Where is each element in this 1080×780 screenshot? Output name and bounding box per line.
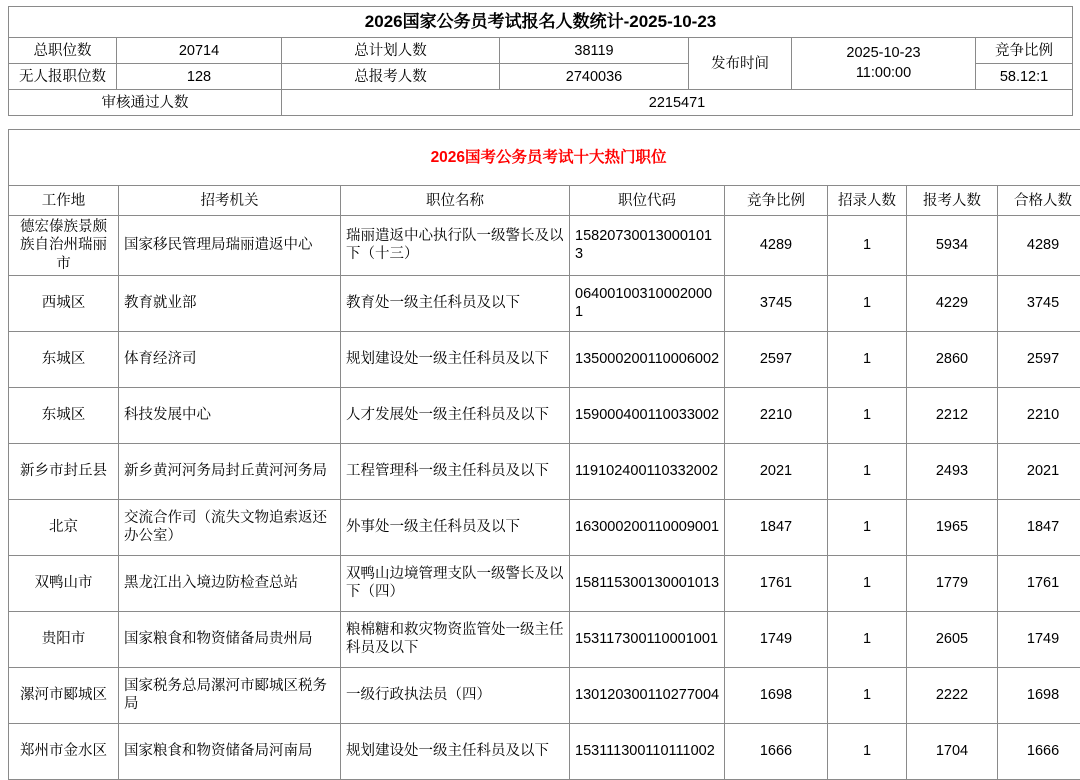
empty-positions-label: 无人报职位数 <box>9 64 117 90</box>
cell-applied: 1779 <box>907 555 998 611</box>
cell-ratio: 1749 <box>725 611 828 667</box>
table-row <box>9 331 1080 387</box>
table-row <box>9 275 1080 331</box>
cell-location: 郑州市金水区 <box>9 723 119 779</box>
cell-code: 135000200110006002 <box>570 331 725 387</box>
column-header-location: 工作地 <box>9 186 119 216</box>
cell-position: 双鸭山边境管理支队一级警长及以下（四） <box>341 555 570 611</box>
cell-agency: 体育经济司 <box>119 331 341 387</box>
cell-location: 漯河市郾城区 <box>9 667 119 723</box>
column-header-code: 职位代码 <box>570 186 725 216</box>
cell-code: 158115300130001013 <box>570 555 725 611</box>
cell-agency: 国家粮食和物资储备局贵州局 <box>119 611 341 667</box>
publish-clock: 11:00:00 <box>796 64 971 84</box>
cell-applied: 1704 <box>907 723 998 779</box>
cell-code: 153117300110001001 <box>570 611 725 667</box>
hot-positions-table <box>8 129 1080 779</box>
table-row <box>9 443 1080 499</box>
table-row <box>9 216 1080 275</box>
cell-applied: 5934 <box>907 216 998 275</box>
competition-ratio-label: 竞争比例 <box>976 38 1073 64</box>
cell-plan: 1 <box>828 611 907 667</box>
total-positions-label: 总职位数 <box>9 38 117 64</box>
cell-code: 159000400110033002 <box>570 387 725 443</box>
cell-location: 双鸭山市 <box>9 555 119 611</box>
cell-ratio: 4289 <box>725 216 828 275</box>
cell-location: 新乡市封丘县 <box>9 443 119 499</box>
table-row <box>9 723 1080 779</box>
cell-qualified: 1749 <box>998 611 1080 667</box>
cell-code: 064001003100020001 <box>570 275 725 331</box>
cell-plan: 1 <box>828 555 907 611</box>
cell-position: 瑞丽遣返中心执行队一级警长及以下（十三） <box>341 216 570 275</box>
cell-qualified: 1761 <box>998 555 1080 611</box>
cell-agency: 交流合作司（流失文物追索返还办公室） <box>119 499 341 555</box>
cell-agency: 国家移民管理局瑞丽遣返中心 <box>119 216 341 275</box>
table-row <box>9 499 1080 555</box>
summary-row-1 <box>9 38 1073 64</box>
publish-date: 2025-10-23 <box>796 44 971 64</box>
publish-time-label: 发布时间 <box>689 38 792 90</box>
cell-qualified: 3745 <box>998 275 1080 331</box>
hot-banner-row <box>9 130 1080 186</box>
cell-ratio: 1847 <box>725 499 828 555</box>
total-plan-label: 总计划人数 <box>282 38 500 64</box>
cell-position: 人才发展处一级主任科员及以下 <box>341 387 570 443</box>
cell-position: 外事处一级主任科员及以下 <box>341 499 570 555</box>
column-header-ratio: 竞争比例 <box>725 186 828 216</box>
cell-plan: 1 <box>828 387 907 443</box>
cell-qualified: 2210 <box>998 387 1080 443</box>
cell-position: 规划建设处一级主任科员及以下 <box>341 723 570 779</box>
summary-title-row <box>9 7 1073 38</box>
cell-applied: 2605 <box>907 611 998 667</box>
table-spacer <box>8 116 1072 129</box>
cell-location: 东城区 <box>9 331 119 387</box>
hot-banner: 2026国考公务员考试十大热门职位 <box>9 130 1080 186</box>
cell-agency: 黑龙江出入境边防检查总站 <box>119 555 341 611</box>
cell-qualified: 1666 <box>998 723 1080 779</box>
cell-ratio: 1666 <box>725 723 828 779</box>
column-header-qualified: 合格人数 <box>998 186 1080 216</box>
cell-applied: 2222 <box>907 667 998 723</box>
cell-code: 119102400110332002 <box>570 443 725 499</box>
cell-ratio: 2210 <box>725 387 828 443</box>
column-header-plan: 招录人数 <box>828 186 907 216</box>
cell-ratio: 1761 <box>725 555 828 611</box>
cell-agency: 科技发展中心 <box>119 387 341 443</box>
cell-qualified: 1847 <box>998 499 1080 555</box>
cell-ratio: 2021 <box>725 443 828 499</box>
cell-position: 工程管理科一级主任科员及以下 <box>341 443 570 499</box>
competition-ratio-value: 58.12:1 <box>976 64 1073 90</box>
empty-positions-value: 128 <box>117 64 282 90</box>
column-header-agency: 招考机关 <box>119 186 341 216</box>
cell-qualified: 2597 <box>998 331 1080 387</box>
total-positions-value: 20714 <box>117 38 282 64</box>
cell-plan: 1 <box>828 216 907 275</box>
cell-code: 130120300110277004 <box>570 667 725 723</box>
cell-qualified: 4289 <box>998 216 1080 275</box>
cell-ratio: 2597 <box>725 331 828 387</box>
cell-applied: 2212 <box>907 387 998 443</box>
cell-position: 教育处一级主任科员及以下 <box>341 275 570 331</box>
cell-applied: 1965 <box>907 499 998 555</box>
cell-applied: 2860 <box>907 331 998 387</box>
cell-location: 贵阳市 <box>9 611 119 667</box>
audit-passed-value: 2215471 <box>282 90 1073 116</box>
audit-passed-label: 审核通过人数 <box>9 90 282 116</box>
cell-ratio: 1698 <box>725 667 828 723</box>
column-header-position: 职位名称 <box>341 186 570 216</box>
cell-qualified: 1698 <box>998 667 1080 723</box>
cell-location: 北京 <box>9 499 119 555</box>
cell-plan: 1 <box>828 723 907 779</box>
summary-row-3 <box>9 90 1073 116</box>
total-applicants-value: 2740036 <box>500 64 689 90</box>
cell-plan: 1 <box>828 667 907 723</box>
table-row <box>9 667 1080 723</box>
cell-position: 规划建设处一级主任科员及以下 <box>341 331 570 387</box>
cell-agency: 国家粮食和物资储备局河南局 <box>119 723 341 779</box>
cell-agency: 新乡黄河河务局封丘黄河河务局 <box>119 443 341 499</box>
cell-plan: 1 <box>828 443 907 499</box>
cell-code: 163000200110009001 <box>570 499 725 555</box>
cell-plan: 1 <box>828 331 907 387</box>
cell-qualified: 2021 <box>998 443 1080 499</box>
page-title: 2026国家公务员考试报名人数统计-2025-10-23 <box>9 7 1073 38</box>
cell-applied: 4229 <box>907 275 998 331</box>
cell-ratio: 3745 <box>725 275 828 331</box>
total-plan-value: 38119 <box>500 38 689 64</box>
cell-agency: 国家税务总局漯河市郾城区税务局 <box>119 667 341 723</box>
cell-location: 东城区 <box>9 387 119 443</box>
cell-position: 一级行政执法员（四） <box>341 667 570 723</box>
table-row <box>9 555 1080 611</box>
summary-table <box>8 6 1073 116</box>
cell-code: 158207300130001013 <box>570 216 725 275</box>
cell-location: 西城区 <box>9 275 119 331</box>
hot-header-row <box>9 186 1080 216</box>
table-row <box>9 387 1080 443</box>
total-applicants-label: 总报考人数 <box>282 64 500 90</box>
table-row <box>9 611 1080 667</box>
cell-position: 粮棉糖和救灾物资监管处一级主任科员及以下 <box>341 611 570 667</box>
cell-agency: 教育就业部 <box>119 275 341 331</box>
cell-plan: 1 <box>828 275 907 331</box>
cell-applied: 2493 <box>907 443 998 499</box>
column-header-applied: 报考人数 <box>907 186 998 216</box>
publish-time-value <box>792 38 976 90</box>
cell-code: 153111300110111002 <box>570 723 725 779</box>
cell-plan: 1 <box>828 499 907 555</box>
cell-location: 德宏傣族景颇族自治州瑞丽市 <box>9 216 119 275</box>
